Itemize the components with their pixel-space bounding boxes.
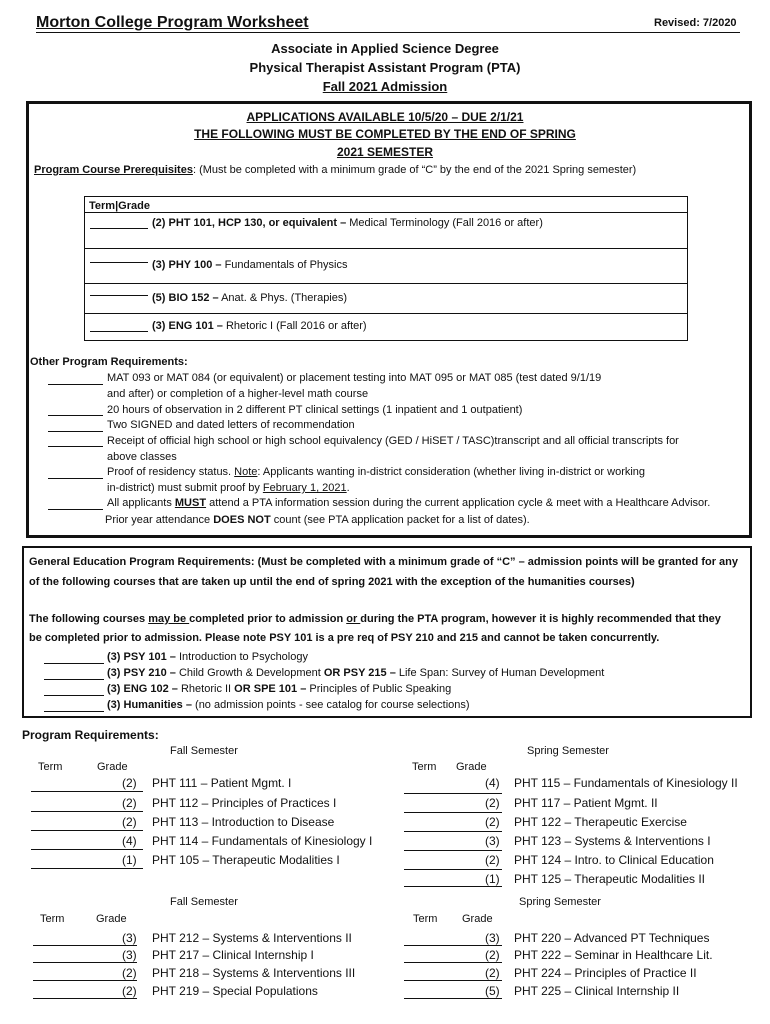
course-credits: (5) xyxy=(485,984,500,998)
residency-text: Proof of residency status. xyxy=(107,466,235,478)
requirement-blank[interactable] xyxy=(48,478,103,479)
course-alt-desc: Principles of Public Speaking xyxy=(306,683,452,695)
course-desc: Rhetoric I (Fall 2016 or after) xyxy=(222,320,367,332)
must-complete-notice: THE FOLLOWING MUST BE COMPLETED BY THE END OF SPRING xyxy=(194,127,576,141)
course-code: (3) ENG 101 – xyxy=(152,320,223,332)
grade-col-label: Grade xyxy=(462,913,493,925)
table-header-rule xyxy=(84,212,688,213)
timing-or: or xyxy=(346,613,361,625)
gen-ed-course xyxy=(107,683,451,695)
course-name: PHT 225 – Clinical Internship II xyxy=(514,984,680,998)
course-credits: (4) xyxy=(122,834,137,848)
course-desc: Introduction to Psychology xyxy=(175,651,308,663)
term-grade-blank[interactable] xyxy=(404,869,502,870)
course-desc: Anat. & Phys. (Therapies) xyxy=(218,292,348,304)
requirement-math-cont: and after) or completion of a higher-level math course xyxy=(107,388,369,400)
spring-semester-label: Spring Semester xyxy=(519,896,601,908)
course-credits: (3) xyxy=(485,931,500,945)
info-session-must: MUST xyxy=(174,497,207,509)
residency-proof-text: in-district) must submit proof by xyxy=(107,482,263,494)
term-grade-blank[interactable] xyxy=(33,945,137,946)
course-desc: Child Growth & Development xyxy=(175,667,324,679)
prior-year-text: Prior year attendance xyxy=(105,514,214,526)
course-credits: (2) xyxy=(122,966,137,980)
spring-semester-label: Spring Semester xyxy=(527,745,609,757)
requirement-transcripts: Receipt of official high school or high school equivalency (GED / HiSET / TASC)transcript and all official transcripts for xyxy=(107,435,679,447)
course-credits: (2) xyxy=(485,966,500,980)
program-title: Physical Therapist Assistant Program (PTA) xyxy=(249,60,521,75)
info-session-text-cont: attend a PTA information session during the current application cycle & meet with a Healthcare Advisor. xyxy=(206,497,711,509)
gen-ed-timing-note xyxy=(29,613,721,625)
other-requirements-heading: Other Program Requirements: xyxy=(30,356,188,368)
prereq-note: : (Must be completed with a minimum grade of “C” by the end of the 2021 Spring semester) xyxy=(192,164,637,176)
degree-title: Associate in Applied Science Degree xyxy=(271,41,499,56)
term-grade-blank[interactable] xyxy=(90,295,148,296)
residency-note-label: Note xyxy=(234,466,258,478)
course-desc: Medical Terminology (Fall 2016 or after) xyxy=(346,217,543,229)
term-col-label: Term xyxy=(413,913,438,925)
requirement-blank[interactable] xyxy=(48,446,103,447)
timing-text-2: completed prior to admission xyxy=(189,613,347,625)
worksheet-title: Morton College Program Worksheet xyxy=(36,14,309,31)
course-alt-code: OR PSY 215 – xyxy=(323,667,396,679)
table-header: Term|Grade xyxy=(89,200,150,212)
term-grade-blank[interactable] xyxy=(90,262,148,263)
prereq-row xyxy=(152,217,543,229)
timing-may-be: may be xyxy=(148,613,190,625)
course-code: (3) PSY 210 – xyxy=(107,667,176,679)
course-name: PHT 218 – Systems & Interventions III xyxy=(152,966,356,980)
gen-ed-blank[interactable] xyxy=(44,663,104,664)
prereq-row xyxy=(152,259,347,271)
course-name: PHT 105 – Therapeutic Modalities I xyxy=(152,853,340,867)
term-grade-blank[interactable] xyxy=(31,811,143,812)
term-grade-blank[interactable] xyxy=(404,980,502,981)
course-alt-desc: Life Span: Survey of Human Development xyxy=(395,667,605,679)
course-credits: (2) xyxy=(485,815,500,829)
grade-col-label: Grade xyxy=(96,913,127,925)
term-grade-blank[interactable] xyxy=(31,830,143,831)
prereq-label: Program Course Prerequisites xyxy=(34,164,193,176)
grade-col-label: Grade xyxy=(97,761,128,773)
course-name: PHT 217 – Clinical Internship I xyxy=(152,948,314,962)
course-credits: (1) xyxy=(122,853,137,867)
course-code: (3) Humanities – xyxy=(107,699,192,711)
course-code: (3) ENG 102 – xyxy=(107,683,178,695)
term-grade-blank[interactable] xyxy=(33,998,137,999)
gen-ed-blank[interactable] xyxy=(44,679,104,680)
course-code: (3) PHY 100 – xyxy=(152,259,222,271)
term-grade-blank[interactable] xyxy=(404,886,502,887)
course-credits: (3) xyxy=(122,931,137,945)
course-alt-code: OR SPE 101 – xyxy=(234,683,307,695)
prereq-row xyxy=(152,292,347,304)
residency-period: . xyxy=(346,482,350,494)
term-grade-blank[interactable] xyxy=(404,793,502,794)
prereq-heading xyxy=(34,164,636,176)
gen-ed-psy-note: be completed prior to admission. Please note PSY 101 is a pre req of PSY 210 and 215 and cannot be taken concurrently. xyxy=(29,632,660,644)
term-grade-blank[interactable] xyxy=(404,998,502,999)
residency-deadline: February 1, 2021 xyxy=(262,482,347,494)
course-name: PHT 112 – Principles of Practices I xyxy=(152,796,337,810)
course-credits: (1) xyxy=(485,872,500,886)
course-credits: (2) xyxy=(122,796,137,810)
grade-col-label: Grade xyxy=(456,761,487,773)
applications-available: APPLICATIONS AVAILABLE 10/5/20 – DUE 2/1/21 xyxy=(246,110,524,124)
course-credits: (2) xyxy=(485,853,500,867)
term-grade-blank[interactable] xyxy=(90,228,148,229)
gen-ed-course xyxy=(107,667,604,679)
term-grade-blank[interactable] xyxy=(31,849,143,850)
course-credits: (4) xyxy=(485,776,500,790)
course-name: PHT 115 – Fundamentals of Kinesiology II xyxy=(514,776,738,790)
admission-term: Fall 2021 Admission xyxy=(322,79,448,94)
gen-ed-course xyxy=(107,651,308,663)
course-name: PHT 222 – Seminar in Healthcare Lit. xyxy=(514,948,713,962)
course-credits: (2) xyxy=(122,984,137,998)
requirement-observation: 20 hours of observation in 2 different PT clinical settings (1 inpatient and 1 outpatient) xyxy=(107,404,523,416)
course-code: (5) BIO 152 – xyxy=(152,292,219,304)
term-grade-blank[interactable] xyxy=(404,962,502,963)
term-grade-blank[interactable] xyxy=(33,962,137,963)
term-grade-blank[interactable] xyxy=(90,331,148,332)
course-code: (2) PHT 101, HCP 130, or equivalent – xyxy=(152,217,347,229)
course-name: PHT 114 – Fundamentals of Kinesiology I xyxy=(152,834,373,848)
course-credits: (2) xyxy=(122,815,137,829)
term-grade-blank[interactable] xyxy=(31,868,143,869)
term-col-label: Term xyxy=(38,761,63,773)
requirement-info-session xyxy=(107,497,710,509)
requirement-blank[interactable] xyxy=(48,509,103,510)
term-col-label: Term xyxy=(412,761,437,773)
course-credits: (3) xyxy=(122,948,137,962)
course-name: PHT 220 – Advanced PT Techniques xyxy=(514,931,710,945)
table-row-rule xyxy=(84,283,688,284)
requirement-residency-cont xyxy=(107,482,350,494)
term-grade-blank[interactable] xyxy=(31,791,143,792)
gen-ed-course xyxy=(107,699,470,711)
term-grade-blank[interactable] xyxy=(404,945,502,946)
course-name: PHT 219 – Special Populations xyxy=(152,984,318,998)
fall-semester-label: Fall Semester xyxy=(170,745,238,757)
requirement-info-session-cont xyxy=(105,514,530,526)
course-name: PHT 113 – Introduction to Disease xyxy=(152,815,335,829)
course-name: PHT 124 – Intro. to Clinical Education xyxy=(514,853,714,867)
prior-year-text-cont: count (see PTA application packet for a list of dates). xyxy=(270,514,530,526)
fall-semester-label: Fall Semester xyxy=(170,896,238,908)
requirement-math: MAT 093 or MAT 084 (or equivalent) or placement testing into MAT 095 or MAT 085 (test dated 9/1/19 xyxy=(107,372,602,384)
table-row-rule xyxy=(84,248,688,249)
revised-date: Revised: 7/2020 xyxy=(654,17,737,29)
course-desc: Fundamentals of Physics xyxy=(221,259,348,271)
course-desc: (no admission points - see catalog for course selections) xyxy=(191,699,470,711)
course-credits: (2) xyxy=(122,776,137,790)
requirement-blank[interactable] xyxy=(48,431,103,432)
course-name: PHT 111 – Patient Mgmt. I xyxy=(152,776,292,790)
term-col-label: Term xyxy=(40,913,65,925)
requirement-blank[interactable] xyxy=(48,384,103,385)
gen-ed-blank[interactable] xyxy=(44,695,104,696)
term-grade-blank[interactable] xyxy=(404,850,502,851)
timing-text: The following courses xyxy=(29,613,149,625)
term-grade-blank[interactable] xyxy=(404,812,502,813)
course-name: PHT 125 – Therapeutic Modalities II xyxy=(514,872,705,886)
residency-text-cont: : Applicants wanting in-district consideration (whether living in-district or working xyxy=(257,466,646,478)
course-name: PHT 117 – Patient Mgmt. II xyxy=(514,796,658,810)
term-grade-blank[interactable] xyxy=(33,980,137,981)
program-requirements-heading: Program Requirements: xyxy=(22,728,159,742)
title-rule xyxy=(36,32,740,33)
requirement-blank[interactable] xyxy=(48,415,103,416)
course-code: (3) PSY 101 – xyxy=(107,651,176,663)
course-credits: (2) xyxy=(485,796,500,810)
course-credits: (2) xyxy=(485,948,500,962)
course-name: PHT 123 – Systems & Interventions I xyxy=(514,834,711,848)
requirement-transcripts-cont: above classes xyxy=(107,451,177,463)
course-name: PHT 212 – Systems & Interventions II xyxy=(152,931,352,945)
course-name: PHT 224 – Principles of Practice II xyxy=(514,966,697,980)
requirement-residency xyxy=(107,466,645,478)
gen-ed-heading: General Education Program Requirements: (Must be completed with a minimum grade of “C” – admission points will be granted for any xyxy=(29,556,739,568)
gen-ed-blank[interactable] xyxy=(44,711,104,712)
course-name: PHT 122 – Therapeutic Exercise xyxy=(514,815,687,829)
semester-notice: 2021 SEMESTER xyxy=(336,145,434,159)
table-row-rule xyxy=(84,313,688,314)
prior-year-does-not: DOES NOT xyxy=(213,514,271,526)
gen-ed-heading-cont: of the following courses that are taken up until the end of spring 2021 with the exception of the humanities courses) xyxy=(29,576,635,588)
course-desc: Rhetoric II xyxy=(177,683,235,695)
requirement-letters: Two SIGNED and dated letters of recommendation xyxy=(107,419,355,431)
prereq-row xyxy=(152,320,367,332)
info-session-text: All applicants xyxy=(107,497,175,509)
timing-text-3: during the PTA program, however it is highly recommended that they xyxy=(360,613,721,625)
course-credits: (3) xyxy=(485,834,500,848)
term-grade-blank[interactable] xyxy=(404,831,502,832)
